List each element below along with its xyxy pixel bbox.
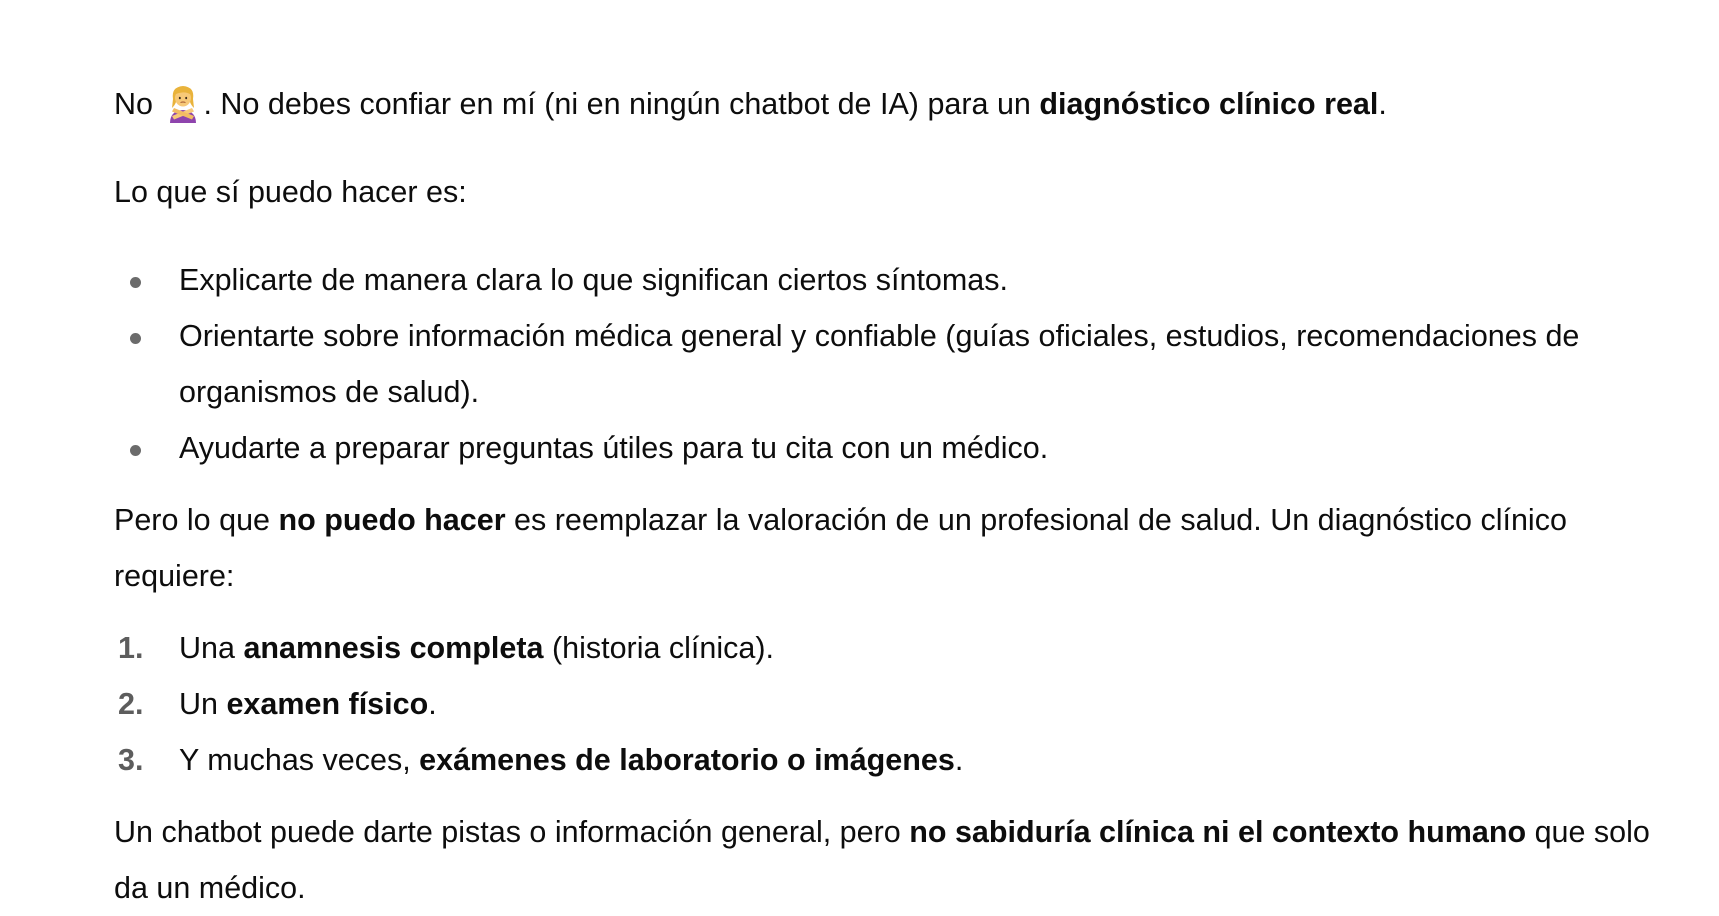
intro-no: No — [114, 87, 153, 121]
closing-paragraph — [114, 804, 1674, 916]
intro-text-after: . — [1378, 87, 1387, 121]
intro-paragraph — [114, 76, 1674, 132]
list-number: 3. — [118, 743, 144, 777]
list-item-after: . — [954, 743, 964, 777]
list-item — [114, 732, 1674, 788]
list-item-bold: anamnesis completa — [243, 631, 544, 665]
list-item — [114, 676, 1674, 732]
limits-bold: no puedo hacer — [278, 503, 506, 537]
intro-bold: diagnóstico clínico real — [1039, 87, 1379, 121]
list-number: 1. — [118, 631, 144, 665]
intro-text-before: . No debes confiar en mí (ni en ningún chatbot de IA) para un — [203, 87, 1040, 121]
bullet-icon — [130, 445, 141, 456]
list-number: 2. — [118, 687, 144, 721]
closing-after: que solo da un médico. — [114, 815, 1650, 905]
chat-message — [114, 76, 1674, 916]
requirements-list — [114, 620, 1674, 788]
list-item — [114, 252, 1674, 308]
bullet-icon — [130, 277, 141, 288]
limits-before: Pero lo que — [114, 503, 279, 537]
list-item-bold: examen físico — [226, 687, 429, 721]
person-gesturing-no-icon — [165, 83, 201, 123]
list-item-before: Un — [179, 687, 227, 721]
list-item-bold: exámenes de laboratorio o imágenes — [419, 743, 955, 777]
bullet-icon — [130, 333, 141, 344]
list-item — [114, 420, 1674, 476]
list-item-text: Ayudarte a preparar preguntas útiles para tu cita con un médico. — [179, 431, 1049, 465]
list-item-text: Explicarte de manera clara lo que significan ciertos síntomas. — [179, 263, 1008, 297]
limits-paragraph — [114, 492, 1674, 604]
limits-after: es reemplazar la valoración de un profesional de salud. Un diagnóstico clínico requiere: — [114, 503, 1567, 593]
list-item-before: Y muchas veces, — [179, 743, 420, 777]
lead-paragraph: Lo que sí puedo hacer es: — [114, 175, 467, 209]
list-item — [114, 620, 1674, 676]
list-item-text: Orientarte sobre información médica general y confiable (guías oficiales, estudios, recomendaciones de organismos de salud). — [179, 319, 1580, 409]
list-item-after: (historia clínica). — [543, 631, 774, 665]
list-item-before: Una — [179, 631, 244, 665]
can-do-list — [114, 252, 1674, 476]
closing-bold: no sabiduría clínica ni el contexto humano — [909, 815, 1527, 849]
list-item — [114, 308, 1674, 420]
list-item-after: . — [428, 687, 437, 721]
closing-before: Un chatbot puede darte pistas o información general, pero — [114, 815, 910, 849]
